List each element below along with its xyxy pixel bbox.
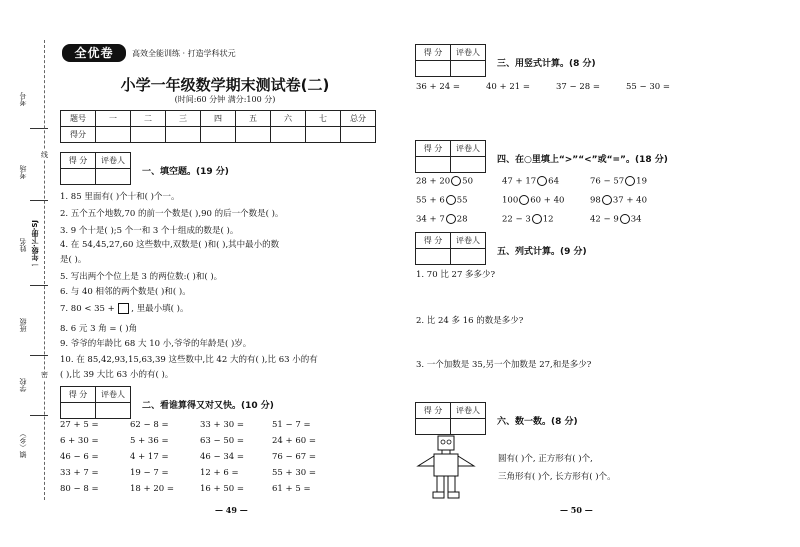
blank-line	[30, 355, 48, 356]
calc-item: 16 + 50 =	[200, 484, 244, 494]
calc-item: 4 + 17 =	[130, 452, 169, 462]
grader-name-cell[interactable]	[451, 61, 486, 77]
calc-item: 55 + 30 =	[272, 468, 316, 478]
compare-item	[502, 195, 564, 206]
score-cell[interactable]	[166, 127, 201, 143]
question-5-2: 2. 比 24 多 16 的数是多少?	[416, 316, 524, 326]
score-header: 七	[306, 111, 341, 127]
question-1-6: 6. 与 40 相邻的两个数是( )和( )。	[60, 287, 191, 297]
score-cell[interactable]	[201, 127, 236, 143]
grader-box	[415, 140, 486, 173]
side-label-exam-number: 考号	[19, 92, 27, 106]
score-header: 四	[201, 111, 236, 127]
robot-arm-triangle	[458, 456, 474, 466]
question-1-10-cont: ( ),比 39 大比 63 小的有( )。	[60, 370, 174, 380]
robot-leg-rect	[437, 476, 444, 492]
grader-box	[60, 386, 131, 419]
compare-item	[502, 214, 554, 225]
grader-box	[415, 402, 486, 435]
score-table	[60, 110, 376, 143]
robot-head-square	[438, 436, 454, 450]
compare-left: 22 − 3	[502, 214, 531, 225]
score-cell[interactable]	[131, 127, 166, 143]
score-header: 六	[271, 111, 306, 127]
score-header: 一	[96, 111, 131, 127]
calc-item: 27 + 5 =	[60, 420, 99, 430]
section-6-title: 六、数一数。(8 分)	[497, 417, 578, 427]
robot-foot-rect	[448, 492, 459, 498]
compare-right: 28	[456, 214, 468, 225]
question-1-4: 4. 在 54,45,27,60 这些数中,双数是( )和( ),其中最小的数	[60, 240, 280, 250]
grader-box	[60, 152, 131, 185]
score-cell[interactable]	[96, 127, 131, 143]
calc-item: 18 + 20 =	[130, 484, 174, 494]
score-header: 五	[236, 111, 271, 127]
calc-item: 46 − 34 =	[200, 452, 244, 462]
side-grade-label: 一年级·下册·SJ	[31, 220, 39, 268]
grader-name-cell[interactable]	[451, 157, 486, 173]
side-label-exam-room: 考场	[19, 165, 27, 179]
compare-right: 55	[456, 195, 468, 206]
calc-item: 33 + 30 =	[200, 420, 244, 430]
grader-name-cell[interactable]	[96, 169, 131, 185]
calc-item: 76 − 67 =	[272, 452, 316, 462]
score-label: 得分	[61, 127, 96, 143]
grader-score-label: 得 分	[416, 403, 451, 419]
grader-score-label: 得 分	[61, 387, 96, 403]
blank-line	[30, 415, 48, 416]
compare-item	[590, 176, 647, 187]
score-cell[interactable]	[341, 127, 376, 143]
compare-circle[interactable]	[446, 214, 456, 224]
compare-item	[416, 195, 468, 206]
compare-right: 60 + 40	[530, 195, 565, 206]
compare-item	[590, 195, 647, 206]
question-1-9: 9. 爷爷的年龄比 68 大 10 小,爷爷的年龄是( )岁。	[60, 339, 252, 349]
calc-item: 33 + 7 =	[60, 468, 99, 478]
question-1-7-tail: , 里最小填( )。	[131, 304, 189, 314]
grader-box	[415, 44, 486, 77]
compare-circle[interactable]	[537, 176, 547, 186]
grader-score-label: 得 分	[416, 233, 451, 249]
vertical-calc-item: 40 + 21 =	[486, 82, 530, 92]
question-1-1: 1. 85 里面有( )个十和( )个一。	[60, 192, 180, 202]
calc-item: 63 − 50 =	[200, 436, 244, 446]
grader-score-cell[interactable]	[61, 169, 96, 185]
calc-item: 46 − 6 =	[60, 452, 99, 462]
grader-name-label: 评卷人	[96, 153, 131, 169]
compare-left: 55 + 6	[416, 195, 445, 206]
compare-circle[interactable]	[519, 195, 529, 205]
compare-left: 34 + 7	[416, 214, 445, 225]
grader-score-label: 得 分	[416, 141, 451, 157]
score-header: 题号	[61, 111, 96, 127]
compare-right: 50	[462, 176, 473, 187]
grader-score-cell[interactable]	[416, 157, 451, 173]
count-shapes-line-2: 三角形有( )个, 长方形有( )个。	[498, 472, 616, 482]
binding-strip	[0, 0, 56, 547]
robot-body-rect	[434, 454, 458, 476]
grader-name-label: 评卷人	[451, 45, 486, 61]
question-5-1: 1. 70 比 27 多多少?	[416, 270, 496, 280]
grader-name-label: 评卷人	[451, 403, 486, 419]
question-1-3: 3. 9 个十是( );5 个一和 3 个十组成的数是( )。	[60, 226, 239, 236]
calc-item: 51 − 7 =	[272, 420, 311, 430]
compare-left: 100	[502, 195, 519, 206]
blank-line	[30, 285, 48, 286]
question-1-8: 8. 6 元 3 角 = ( )角	[60, 324, 138, 334]
page-number-right: — 50 —	[560, 505, 593, 515]
grader-name-label: 评卷人	[96, 387, 131, 403]
section-1-title: 一、填空题。(19 分)	[142, 167, 229, 177]
compare-circle[interactable]	[620, 214, 630, 224]
compare-item	[416, 214, 468, 225]
calc-item: 62 − 8 =	[130, 420, 169, 430]
grader-box	[415, 232, 486, 265]
cut-line	[44, 40, 45, 500]
vertical-calc-item: 37 − 28 =	[556, 82, 600, 92]
compare-right: 19	[636, 176, 647, 187]
cut-mark-top: 线	[41, 151, 48, 159]
section-2-title: 二、看谁算得又对又快。(10 分)	[142, 401, 274, 411]
grader-score-cell[interactable]	[61, 403, 96, 419]
score-cell[interactable]	[306, 127, 341, 143]
question-1-4-cont: 是( )。	[60, 255, 87, 265]
score-cell[interactable]	[271, 127, 306, 143]
cut-mark-bottom: 密	[41, 371, 48, 379]
slogan: 高效全能训练 · 打造学科状元	[132, 49, 236, 58]
section-3-title: 三、用竖式计算。(8 分)	[497, 59, 596, 69]
compare-left: 76 − 57	[590, 176, 625, 187]
compare-left: 47 + 17	[502, 176, 537, 187]
compare-right: 37 + 40	[612, 195, 647, 206]
score-header: 二	[131, 111, 166, 127]
grader-name-label: 评卷人	[451, 141, 486, 157]
robot-leg-rect	[448, 476, 455, 492]
side-label-town: 镇（乡）	[19, 430, 27, 458]
compare-item	[590, 214, 642, 225]
brand-logo: 全优卷	[62, 44, 126, 62]
calc-item: 5 + 36 =	[130, 436, 169, 446]
grader-score-cell[interactable]	[416, 61, 451, 77]
page-title: 小学一年级数学期末测试卷(二)	[120, 76, 330, 94]
calc-item: 19 − 7 =	[130, 468, 169, 478]
blank-line	[30, 128, 48, 129]
section-4-title: 四、在○里填上“>”“<”或“=”。(18 分)	[497, 155, 668, 165]
score-header: 三	[166, 111, 201, 127]
compare-circle[interactable]	[532, 214, 542, 224]
side-label-class: 班级	[19, 318, 27, 332]
question-5-3: 3. 一个加数是 35,另一个加数是 27,和是多少?	[416, 360, 592, 370]
section-5-title: 五、列式计算。(9 分)	[497, 247, 587, 257]
question-1-10: 10. 在 85,42,93,15,63,39 这些数中,比 42 大的有( ),比 63 小的有	[60, 355, 318, 365]
grader-score-cell[interactable]	[416, 249, 451, 265]
question-1-7	[60, 302, 188, 314]
vertical-calc-item: 55 − 30 =	[626, 82, 670, 92]
side-label-name: 姓名	[19, 238, 27, 252]
robot-neck-rect	[442, 450, 450, 454]
grader-name-cell[interactable]	[96, 403, 131, 419]
calc-item: 6 + 30 =	[60, 436, 99, 446]
robot-figure	[414, 432, 478, 500]
blank-line	[30, 200, 48, 201]
compare-item	[416, 176, 473, 187]
grader-score-label: 得 分	[61, 153, 96, 169]
grader-score-label: 得 分	[416, 45, 451, 61]
compare-item	[502, 176, 559, 187]
question-1-5: 5. 写出两个个位上是 3 的两位数:( )和( )。	[60, 272, 223, 282]
compare-left: 28 + 20	[416, 176, 451, 187]
calc-item: 61 + 5 =	[272, 484, 311, 494]
grader-name-cell[interactable]	[451, 249, 486, 265]
compare-right: 34	[630, 214, 642, 225]
question-1-2: 2. 五个五个地数,70 的前一个数是( ),90 的后一个数是( )。	[60, 209, 284, 219]
score-cell[interactable]	[236, 127, 271, 143]
count-shapes-line-1: 圆有( )个, 正方形有( )个,	[498, 454, 593, 464]
calc-item: 12 + 6 =	[200, 468, 239, 478]
compare-right: 12	[542, 214, 554, 225]
page-number-left: — 49 —	[215, 505, 248, 515]
side-label-school: 学校	[19, 378, 27, 392]
exam-info: (时间:60 分钟 满分:100 分)	[174, 95, 276, 104]
calc-item: 80 − 8 =	[60, 484, 99, 494]
compare-right: 64	[548, 176, 559, 187]
compare-left: 42 − 9	[590, 214, 619, 225]
grader-name-label: 评卷人	[451, 233, 486, 249]
compare-circle[interactable]	[602, 195, 612, 205]
compare-left: 98	[590, 195, 601, 206]
robot-eye-circle	[441, 440, 445, 444]
score-header: 总分	[341, 111, 376, 127]
robot-foot-rect	[433, 492, 444, 498]
robot-arm-triangle	[418, 456, 434, 466]
calc-item: 24 + 60 =	[272, 436, 316, 446]
robot-eye-circle	[447, 440, 451, 444]
vertical-calc-item: 36 + 24 =	[416, 82, 460, 92]
compare-circle[interactable]	[446, 195, 456, 205]
answer-square[interactable]	[118, 303, 129, 314]
compare-circle[interactable]	[451, 176, 461, 186]
question-1-7-text: 7. 80 < 35 +	[60, 304, 115, 314]
compare-circle[interactable]	[625, 176, 635, 186]
